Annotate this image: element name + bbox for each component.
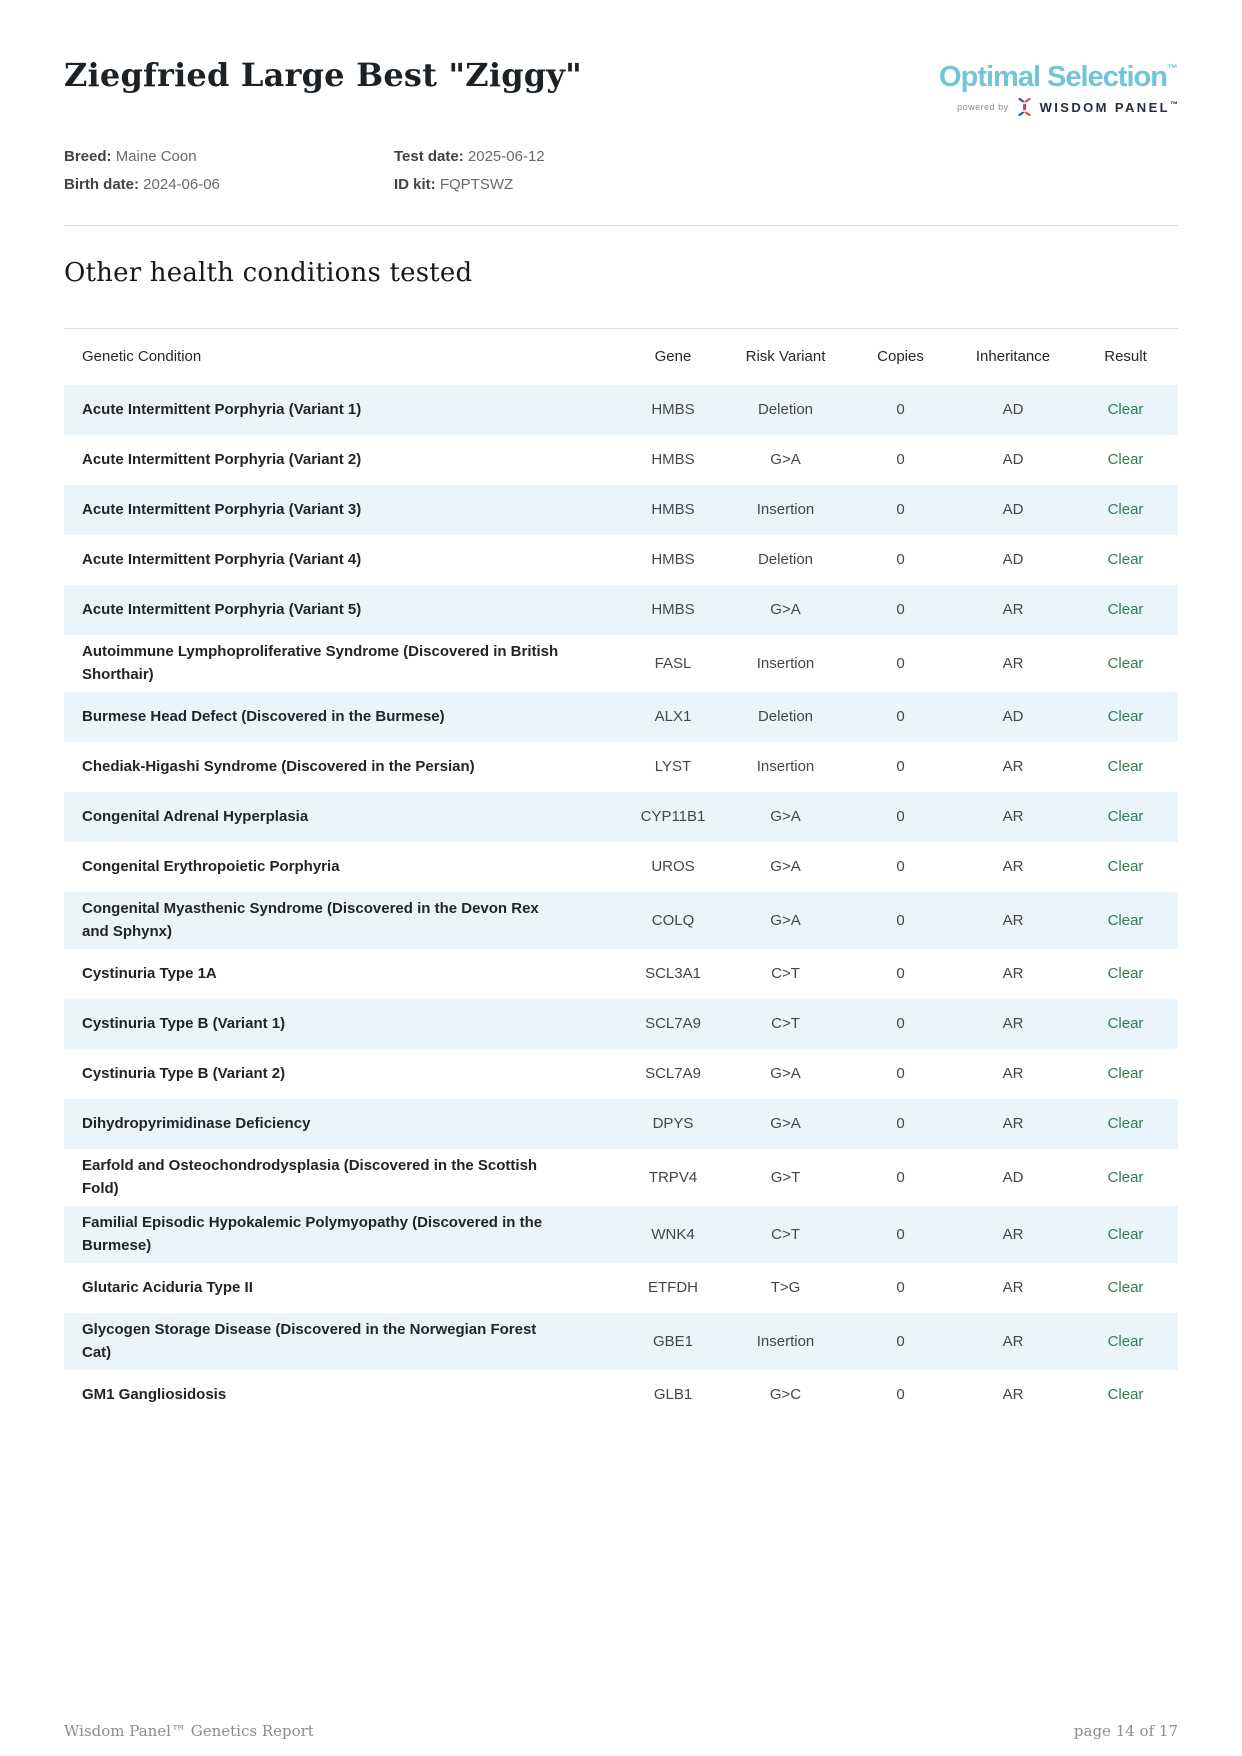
cell-variant: G>A (770, 858, 801, 876)
cell-gene: ALX1 (654, 708, 692, 726)
table-row (64, 1370, 1178, 1420)
table-row (64, 1149, 1178, 1206)
cell-copies: 0 (896, 808, 905, 826)
cell-gene: HMBS (651, 401, 695, 419)
table-row (64, 742, 1178, 792)
cell-result (1073, 399, 1178, 422)
cell-gene: DPYS (652, 1115, 694, 1133)
column-header-risk-variant: Risk Variant (745, 348, 826, 366)
table-row (64, 485, 1178, 535)
table-row (64, 435, 1178, 485)
test-date-value: 2025-06-12 (467, 148, 545, 166)
cell-copies: 0 (896, 1225, 905, 1243)
cell-result (1073, 549, 1178, 572)
powered-by-row (939, 98, 1178, 116)
condition-name: Chediak-Higashi Syndrome (Discovered in the Persian) (82, 758, 475, 776)
test-date-label: Test date: (394, 148, 464, 166)
cell-copies: 0 (896, 551, 905, 569)
table-row (64, 1313, 1178, 1370)
table-row (64, 585, 1178, 635)
cell-inheritance: AR (1002, 1279, 1024, 1297)
condition-name: Glycogen Storage Disease (Discovered in the Norwegian Forest Cat) (82, 1321, 537, 1361)
cell-gene: GBE1 (652, 1332, 694, 1350)
cell-result (1073, 599, 1178, 622)
table-row (64, 792, 1178, 842)
cell-gene: SCL3A1 (645, 965, 701, 983)
cell-inheritance: AR (1002, 1332, 1024, 1350)
brand-logo (939, 56, 1178, 116)
birth-date-label: Birth date: (64, 176, 139, 194)
cell-condition (64, 706, 623, 729)
cell-inheritance: AD (1002, 401, 1024, 419)
cell-inheritance: AR (1002, 601, 1024, 619)
section-title: Other health conditions tested (64, 258, 473, 289)
wisdom-panel-text: WISDOM PANEL (1039, 99, 1170, 115)
result-value: Clear (1107, 1279, 1144, 1297)
partner-trademark-symbol: ™ (1170, 99, 1178, 109)
table-row (64, 385, 1178, 435)
cell-condition (64, 1113, 623, 1136)
column-header-result: Result (1104, 348, 1147, 366)
cell-variant: Insertion (756, 501, 815, 519)
page-title: Ziegfried Large Best "Ziggy" (64, 56, 583, 94)
page-footer (64, 1722, 1178, 1740)
cell-condition (64, 1319, 623, 1364)
cell-condition (64, 599, 623, 622)
cell-inheritance: AD (1002, 501, 1024, 519)
column-header-genetic-condition: Genetic Condition (82, 348, 202, 366)
table-row (64, 842, 1178, 892)
table-header-row (64, 329, 1178, 385)
cell-gene: ETFDH (648, 1279, 698, 1297)
cell-result (1073, 963, 1178, 986)
cell-condition (64, 1155, 623, 1200)
cell-copies: 0 (896, 1279, 905, 1297)
cell-gene: SCL7A9 (645, 1015, 701, 1033)
condition-name: Earfold and Osteochondrodysplasia (Discovered in the Scottish Fold) (82, 1157, 538, 1197)
result-value: Clear (1107, 654, 1144, 672)
cell-result (1073, 449, 1178, 472)
optimal-selection-logo (939, 62, 1178, 92)
cell-result (1073, 1224, 1178, 1247)
cell-condition (64, 399, 623, 422)
footer-report-name: Wisdom Panel™ Genetics Report (64, 1722, 314, 1740)
condition-name: Burmese Head Defect (Discovered in the Burmese) (82, 708, 445, 726)
cell-result (1073, 653, 1178, 676)
cell-copies: 0 (896, 451, 905, 469)
cell-variant: Deletion (757, 708, 814, 726)
cell-copies: 0 (896, 858, 905, 876)
cell-result (1073, 706, 1178, 729)
cell-result (1073, 1013, 1178, 1036)
cell-condition (64, 806, 623, 829)
cell-copies: 0 (896, 911, 905, 929)
cell-result (1073, 1384, 1178, 1407)
id-kit-value: FQPTSWZ (439, 176, 514, 194)
cell-gene: TRPV4 (648, 1168, 698, 1186)
cell-inheritance: AR (1002, 1115, 1024, 1133)
table-row (64, 692, 1178, 742)
table-row (64, 635, 1178, 692)
test-date-row (394, 146, 545, 167)
cell-condition (64, 449, 623, 472)
cell-inheritance: AR (1002, 808, 1024, 826)
cell-gene: HMBS (651, 601, 695, 619)
cell-condition (64, 499, 623, 522)
cell-variant: G>A (770, 451, 801, 469)
footer-page-number: page 14 of 17 (1073, 1722, 1178, 1740)
result-value: Clear (1107, 1065, 1144, 1083)
result-value: Clear (1107, 1386, 1144, 1404)
condition-name: Acute Intermittent Porphyria (Variant 3) (82, 501, 362, 519)
cell-result (1073, 910, 1178, 933)
result-value: Clear (1107, 551, 1144, 569)
table-row (64, 1099, 1178, 1149)
cell-gene: UROS (651, 858, 695, 876)
cell-result (1073, 856, 1178, 879)
result-value: Clear (1107, 1225, 1144, 1243)
cell-variant: G>A (770, 601, 801, 619)
cell-result (1073, 1167, 1178, 1190)
result-value: Clear (1107, 708, 1144, 726)
cell-result (1073, 1113, 1178, 1136)
cell-gene: HMBS (651, 501, 695, 519)
cell-inheritance: AD (1002, 708, 1024, 726)
cell-result (1073, 1063, 1178, 1086)
result-value: Clear (1107, 965, 1144, 983)
birth-date-value: 2024-06-06 (143, 176, 220, 194)
cell-result (1073, 499, 1178, 522)
cell-inheritance: AR (1002, 1015, 1024, 1033)
table-row (64, 535, 1178, 585)
table-row (64, 1263, 1178, 1313)
breed-value: Maine Coon (115, 148, 197, 166)
cell-variant: Deletion (757, 551, 814, 569)
cell-variant: Insertion (756, 1332, 815, 1350)
result-value: Clear (1107, 1168, 1144, 1186)
trademark-symbol: ™ (1167, 63, 1178, 75)
birth-date-row (64, 174, 394, 195)
cell-condition (64, 549, 623, 572)
cell-copies: 0 (896, 1065, 905, 1083)
cell-condition (64, 1013, 623, 1036)
brand-text: Optimal Selection (939, 61, 1167, 93)
pet-info-left-column (64, 146, 394, 195)
result-value: Clear (1107, 501, 1144, 519)
cell-gene: SCL7A9 (645, 1065, 701, 1083)
table-row (64, 892, 1178, 949)
cell-inheritance: AD (1002, 1168, 1024, 1186)
table-row (64, 999, 1178, 1049)
cell-variant: Deletion (757, 401, 814, 419)
condition-name: Acute Intermittent Porphyria (Variant 1) (82, 401, 362, 419)
table-row (64, 1049, 1178, 1099)
cell-variant: C>T (771, 1225, 800, 1243)
condition-name: Cystinuria Type B (Variant 2) (82, 1065, 286, 1083)
result-value: Clear (1107, 451, 1144, 469)
condition-name: Congenital Erythropoietic Porphyria (82, 858, 340, 876)
cell-variant: G>C (769, 1386, 802, 1404)
column-header-inheritance: Inheritance (975, 348, 1051, 366)
pet-info-right-column (394, 146, 545, 195)
pet-info (64, 146, 1178, 195)
cell-copies: 0 (896, 601, 905, 619)
result-value: Clear (1107, 858, 1144, 876)
dna-helix-icon (1016, 98, 1033, 116)
powered-by-label: powered by (957, 102, 1009, 113)
condition-name: GM1 Gangliosidosis (82, 1386, 227, 1404)
conditions-table (64, 328, 1178, 1420)
cell-result (1073, 806, 1178, 829)
cell-copies: 0 (896, 965, 905, 983)
cell-variant: Insertion (756, 654, 815, 672)
result-value: Clear (1107, 401, 1144, 419)
cell-inheritance: AR (1002, 654, 1024, 672)
condition-name: Acute Intermittent Porphyria (Variant 4) (82, 551, 362, 569)
cell-gene: WNK4 (651, 1225, 695, 1243)
cell-inheritance: AR (1002, 1065, 1024, 1083)
condition-name: Glutaric Aciduria Type II (82, 1279, 253, 1297)
cell-gene: LYST (654, 758, 692, 776)
cell-gene: GLB1 (653, 1386, 693, 1404)
cell-variant: C>T (771, 1015, 800, 1033)
cell-condition (64, 856, 623, 879)
cell-gene: HMBS (651, 451, 695, 469)
cell-copies: 0 (896, 1015, 905, 1033)
cell-copies: 0 (896, 1115, 905, 1133)
cell-result (1073, 1331, 1178, 1354)
result-value: Clear (1107, 1115, 1144, 1133)
report-header (64, 0, 1178, 116)
condition-name: Familial Episodic Hypokalemic Polymyopathy (Discovered in the Burmese) (82, 1214, 543, 1254)
result-value: Clear (1107, 758, 1144, 776)
cell-gene: COLQ (651, 911, 695, 929)
result-value: Clear (1107, 911, 1144, 929)
cell-condition (64, 756, 623, 779)
column-header-copies: Copies (877, 348, 924, 366)
column-header-gene: Gene (654, 348, 692, 366)
breed-row (64, 146, 394, 167)
cell-condition (64, 898, 623, 943)
condition-name: Acute Intermittent Porphyria (Variant 5) (82, 601, 362, 619)
id-kit-label: ID kit: (394, 176, 436, 194)
result-value: Clear (1107, 601, 1144, 619)
condition-name: Cystinuria Type B (Variant 1) (82, 1015, 286, 1033)
condition-name: Cystinuria Type 1A (82, 965, 217, 983)
result-value: Clear (1107, 1332, 1144, 1350)
cell-condition (64, 1212, 623, 1257)
cell-variant: G>T (770, 1168, 801, 1186)
cell-variant: G>A (770, 1115, 801, 1133)
wisdom-panel-wordmark (1040, 100, 1178, 115)
table-row (64, 949, 1178, 999)
cell-gene: CYP11B1 (640, 808, 706, 826)
cell-copies: 0 (896, 1386, 905, 1404)
result-value: Clear (1107, 1015, 1144, 1033)
cell-variant: C>T (771, 965, 800, 983)
cell-variant: Insertion (756, 758, 815, 776)
condition-name: Congenital Myasthenic Syndrome (Discovered in the Devon Rex and Sphynx) (82, 900, 539, 940)
cell-inheritance: AD (1002, 451, 1024, 469)
cell-inheritance: AR (1002, 758, 1024, 776)
cell-inheritance: AD (1002, 551, 1024, 569)
cell-copies: 0 (896, 758, 905, 776)
breed-label: Breed: (64, 148, 112, 166)
cell-inheritance: AR (1002, 858, 1024, 876)
cell-copies: 0 (896, 654, 905, 672)
cell-gene: HMBS (651, 551, 695, 569)
cell-inheritance: AR (1002, 911, 1024, 929)
condition-name: Congenital Adrenal Hyperplasia (82, 808, 309, 826)
cell-variant: T>G (770, 1279, 801, 1297)
cell-inheritance: AR (1002, 1225, 1024, 1243)
condition-name: Acute Intermittent Porphyria (Variant 2) (82, 451, 362, 469)
condition-name: Dihydropyrimidinase Deficiency (82, 1115, 311, 1133)
cell-variant: G>A (770, 911, 801, 929)
cell-inheritance: AR (1002, 1386, 1024, 1404)
condition-name: Autoimmune Lymphoproliferative Syndrome (Discovered in British Shorthair) (82, 643, 559, 683)
cell-condition (64, 963, 623, 986)
cell-variant: G>A (770, 1065, 801, 1083)
cell-condition (64, 1277, 623, 1300)
cell-result (1073, 756, 1178, 779)
cell-condition (64, 1063, 623, 1086)
cell-copies: 0 (896, 501, 905, 519)
cell-result (1073, 1277, 1178, 1300)
result-value: Clear (1107, 808, 1144, 826)
header-divider (64, 225, 1178, 226)
cell-gene: FASL (654, 654, 692, 672)
cell-copies: 0 (896, 401, 905, 419)
table-row (64, 1206, 1178, 1263)
cell-condition (64, 641, 623, 686)
cell-copies: 0 (896, 1168, 905, 1186)
cell-variant: G>A (770, 808, 801, 826)
id-kit-row (394, 174, 545, 195)
cell-condition (64, 1384, 623, 1407)
conditions-table-body (64, 385, 1178, 1420)
cell-inheritance: AR (1002, 965, 1024, 983)
cell-copies: 0 (896, 708, 905, 726)
cell-copies: 0 (896, 1332, 905, 1350)
